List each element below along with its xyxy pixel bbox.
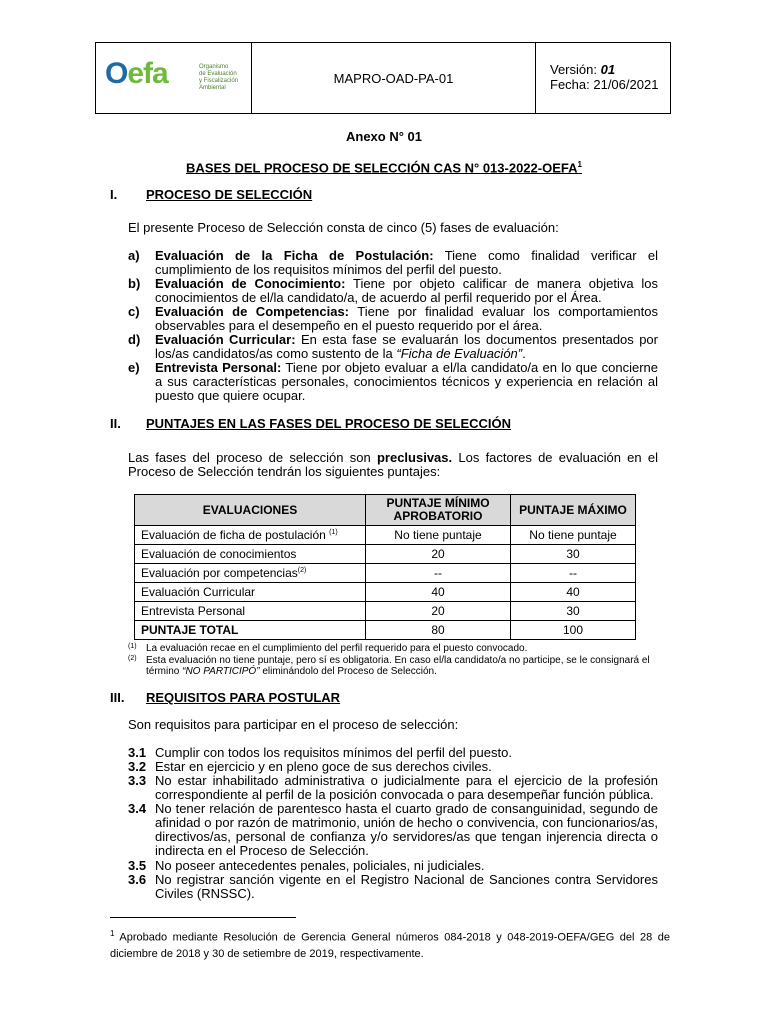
list-item: c) Evaluación de Competencias: Tiene por finalidad evaluar los comportamientos observables para el desempeño en el puesto requerido por el área. — [128, 304, 658, 333]
table-cell: Entrevista Personal — [135, 602, 366, 621]
requirement-item: 3.2 Estar en ejercicio y en pleno goce de sus derechos civiles. — [128, 759, 492, 774]
document-title: BASES DEL PROCESO DE SELECCIÓN CAS N° 013-2022-OEFA$^1$ — [186, 160, 582, 176]
table-cell: -- — [366, 564, 511, 583]
table-cell: 40 — [366, 583, 511, 602]
table-row — [135, 545, 636, 564]
requirement-item: 3.5 No poseer antecedentes penales, policiales, ni judiciales. — [128, 858, 485, 873]
table-cell: Evaluación de ficha de postulación $^{(1)}$ — [135, 526, 366, 545]
list-item: b) Evaluación de Conocimiento: Tiene por objeto calificar de manera objetiva los conocimientos de el/la candidato/a, de acuerdo al perfil requerido por el Área. — [128, 276, 658, 305]
date-line: Fecha: 21/06/2021 — [550, 77, 659, 92]
column-header: PUNTAJE MÍNIMO APROBATORIO — [366, 495, 511, 526]
table-cell: 40 — [511, 583, 636, 602]
requirement-item: 3.1 Cumplir con todos los requisitos mínimos del perfil del puesto. — [128, 745, 512, 760]
footnote-separator — [110, 917, 296, 918]
section-intro: Las fases del proceso de selección son preclusivas. Los factores de evaluación en el Proceso de Selección tendrán los siguientes puntajes: — [128, 450, 658, 479]
requirement-item: 3.4 No tener relación de parentesco hasta el cuarto grado de consanguinidad, segundo de afinidad o por razón de matrimonio, unión de hecho o convivencia, con funcionarios/as, directivos/as, personal de confianza y/o servidores/as que tengan injerencia directa o indirecta en el Proceso de Selección. — [128, 801, 658, 858]
table-cell: PUNTAJE TOTAL — [135, 621, 366, 640]
table-note: (2) Esta evaluación no tiene puntaje, pero sí es obligatoria. En caso el/la candidato/a no participe, se le consignará el término “NO PARTICIPÓ” eliminándolo del Proceso de Selección. — [128, 655, 650, 677]
requirement-item: 3.6 No registrar sanción vigente en el Registro Nacional de Sanciones contra Servidores Civiles (RNSSC). — [128, 872, 658, 901]
table-cell: Evaluación Curricular — [135, 583, 366, 602]
table-cell: 30 — [511, 545, 636, 564]
list-item: a) Evaluación de la Ficha de Postulación: Tiene como finalidad verificar el cumplimiento de los requisitos mínimos del perfil del puesto. — [128, 248, 659, 277]
table-cell: No tiene puntaje — [366, 526, 511, 545]
footnote: $^1$ Aprobado mediante Resolución de Gerencia General números 084-2018 y 048-2019-OEFA/GEG del 28 de diciembre de 2018 y 30 de setiembre de 2019, respectivamente. — [110, 929, 670, 960]
list-item: d) Evaluación Curricular: En esta fase se evaluarán los documentos presentados por los/as candidatos/as como sustento de la “Ficha de Evaluación”. — [128, 332, 658, 361]
table-row — [135, 526, 636, 545]
section-intro: El presente Proceso de Selección consta de cinco (5) fases de evaluación: — [128, 220, 559, 235]
scores-table — [134, 494, 636, 640]
table-row — [135, 602, 636, 621]
table-total-row — [135, 621, 636, 640]
table-row — [135, 564, 636, 583]
section-intro: Son requisitos para participar en el proceso de selección: — [128, 717, 459, 732]
table-cell: 30 — [511, 602, 636, 621]
requirement-item: 3.3 No estar inhabilitado administrativa o judicialmente para el ejercicio de la profesión correspondiente al perfil de la posición convocada o para desempeñar función pública. — [128, 773, 658, 802]
list-item: e) Entrevista Personal: Tiene por objeto evaluar a el/la candidato/a en lo que concierne a sus características personales, conocimientos técnicos y experiencia en relación al puesto que quiere ocupar. — [128, 360, 658, 403]
table-cell: Evaluación de conocimientos — [135, 545, 366, 564]
column-header: EVALUACIONES — [135, 495, 366, 526]
table-cell: -- — [511, 564, 636, 583]
table-cell: 20 — [366, 602, 511, 621]
table-cell: 20 — [366, 545, 511, 564]
document-code: MAPRO-OAD-PA-01 — [252, 43, 536, 113]
oefa-logo: Oefa — [105, 57, 168, 90]
table-note: (1) La evaluación recae en el cumplimiento del perfil requerido para el puesto convocado. — [128, 643, 528, 654]
table-header-row — [135, 495, 636, 526]
column-header: PUNTAJE MÁXIMO — [511, 495, 636, 526]
version-cell — [536, 43, 672, 113]
logo-subtitle: Organismo de Evaluación y Fiscalización Ambiental — [199, 64, 239, 91]
document-header — [95, 42, 671, 114]
logo-cell — [96, 43, 252, 113]
annex-title: Anexo N° 01 — [345, 129, 422, 144]
table-row — [135, 583, 636, 602]
table-cell: 80 — [366, 621, 511, 640]
version-line: Versión: 01 — [550, 62, 616, 77]
table-cell: Evaluación por competencias$^{(2)}$ — [135, 564, 366, 583]
table-cell: 100 — [511, 621, 636, 640]
table-cell: No tiene puntaje — [511, 526, 636, 545]
